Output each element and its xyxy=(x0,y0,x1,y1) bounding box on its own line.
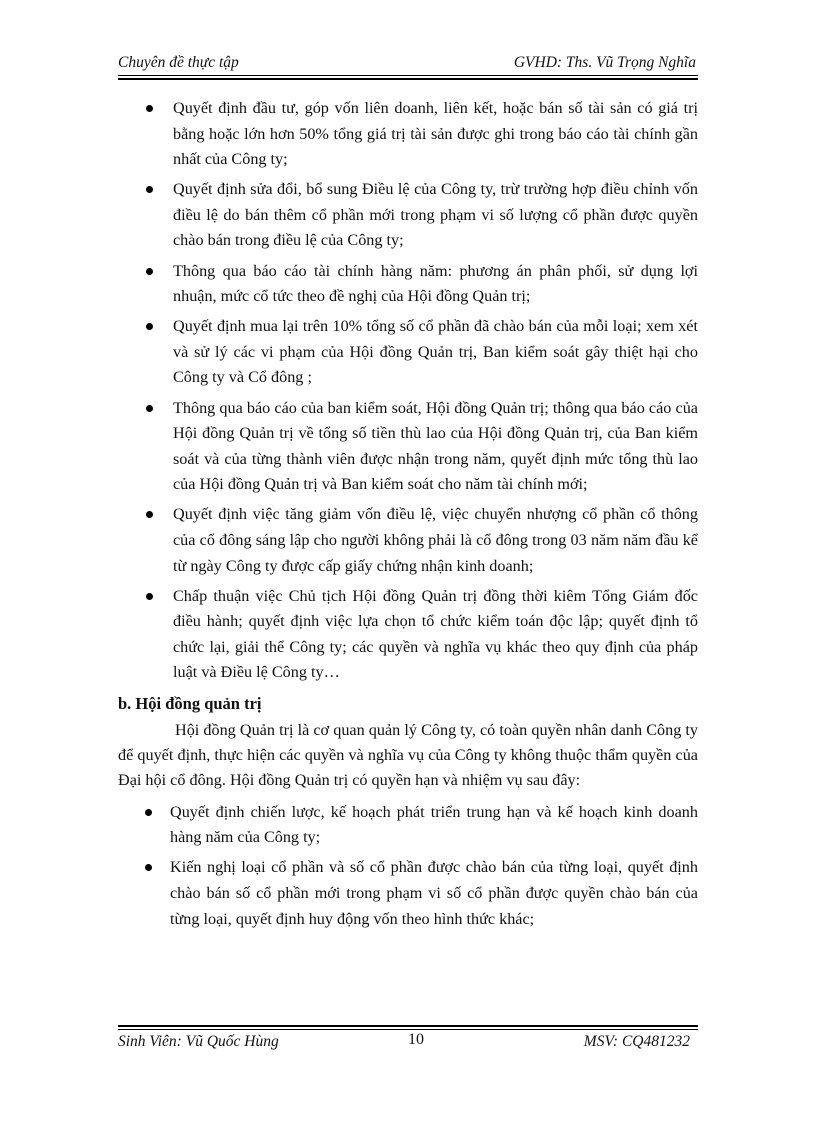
header-course-title: Chuyên đề thực tập xyxy=(118,54,239,71)
list-item-text: Quyết định sửa đổi, bổ sung Điều lệ của Công ty, trừ trường hợp điều chỉnh vốn điều lệ do bán thêm cổ phần mới trong phạm vi số lượng cổ phần được quyền chào bán trong điều lệ của Công ty; xyxy=(173,180,698,250)
list-item-text: Quyết định việc tăng giảm vốn điều lệ, việc chuyển nhượng cổ phần cổ thông của cổ đông sáng lập cho người không phải là cổ đông trong 03 năm năm đầu kể từ ngày Công ty được cấp giấy chứng nhận kinh doanh; xyxy=(173,505,698,575)
shareholder-powers-list xyxy=(118,96,698,686)
list-item xyxy=(118,584,698,686)
page-number: 10 xyxy=(408,1031,424,1048)
bullet-icon xyxy=(146,593,153,600)
section-heading: b. Hội đồng quản trị xyxy=(118,693,262,713)
list-item-text: Thông qua báo cáo tài chính hàng năm: phương án phân phối, sử dụng lợi nhuận, mức cổ tức theo đề nghị của Hội đồng Quản trị; xyxy=(173,261,698,306)
list-item-text: Thông qua báo cáo của ban kiểm soát, Hội đồng Quản trị; thông qua báo cáo của Hội đồng Quản trị về tổng số tiền thù lao của Hội đồng Quản trị, của Ban kiểm soát và của từng thành viên được nhận trong năm, quyết định mức tổng thù lao của Hội đồng Quản trị và Ban kiểm soát cho năm tài chính mới; xyxy=(173,398,698,494)
section-paragraph: Hội đồng Quản trị là cơ quan quản lý Công ty, có toàn quyền nhân danh Công ty để quyết định, thực hiện các quyền và nghĩa vụ của Công ty không thuộc thẩm quyền của Đại hội cổ đông. Hội đồng Quản trị có quyền hạn và nhiệm vụ sau đây: xyxy=(118,720,698,790)
bullet-icon xyxy=(146,186,153,193)
list-item-text: Quyết định đầu tư, góp vốn liên doanh, liên kết, hoặc bán số tài sản có giá trị bằng hoặc lớn hơn 50% tổng giá trị tài sản được ghi trong báo cáo tài chính gần nhất của Công ty; xyxy=(173,99,698,169)
header-rule-thick xyxy=(118,78,698,80)
list-item xyxy=(118,502,698,579)
page-header xyxy=(118,52,698,76)
bullet-icon xyxy=(145,864,152,871)
footer-rule-thin xyxy=(118,1029,698,1030)
bullet-icon xyxy=(146,105,153,112)
bullet-icon xyxy=(146,323,153,330)
footer-rule-thick xyxy=(118,1025,698,1027)
footer-student-name: Sinh Viên: Vũ Quốc Hùng xyxy=(118,1033,279,1050)
list-item xyxy=(118,177,698,254)
page-footer xyxy=(118,1033,698,1057)
list-item-text: Chấp thuận việc Chủ tịch Hội đồng Quản trị đồng thời kiêm Tổng Giám đốc điều hành; quyết định việc lựa chọn tổ chức kiểm toán độc lập; quyết định tổ chức lại, giải thể Công ty; các quyền và nghĩa vụ khác theo quy định của pháp luật và Điều lệ Công ty… xyxy=(173,586,698,682)
list-item-text: Kiến nghị loại cổ phần và số cổ phần được chào bán của từng loại, quyết định chào bán số cổ phần mới trong phạm vi số cổ phần được quyền chào bán của từng loại, quyết định huy động vốn theo hình thức khác; xyxy=(170,858,698,928)
list-item-text: Quyết định chiến lược, kế hoạch phát triển trung hạn và kế hoạch kinh doanh hàng năm của Công ty; xyxy=(170,802,698,847)
list-item xyxy=(118,314,698,391)
list-item xyxy=(118,855,698,932)
bullet-icon xyxy=(146,268,153,275)
footer-student-id: MSV: CQ481232 xyxy=(583,1033,690,1050)
bullet-icon xyxy=(146,511,153,518)
list-item xyxy=(118,396,698,498)
header-rule-thin xyxy=(118,75,698,76)
list-item xyxy=(118,96,698,173)
header-supervisor: GVHD: Ths. Vũ Trọng Nghĩa xyxy=(513,54,696,71)
page-body xyxy=(118,96,698,937)
bullet-icon xyxy=(146,405,153,412)
board-powers-list xyxy=(118,800,698,932)
bullet-icon xyxy=(145,809,152,816)
list-item xyxy=(118,259,698,310)
list-item xyxy=(118,800,698,851)
list-item-text: Quyết định mua lại trên 10% tổng số cổ phần đã chào bán của mỗi loại; xem xét và sử lý các vi phạm của Hội đồng Quản trị, Ban kiểm soát gây thiệt hại cho Công ty và Cổ đông ; xyxy=(173,317,698,387)
